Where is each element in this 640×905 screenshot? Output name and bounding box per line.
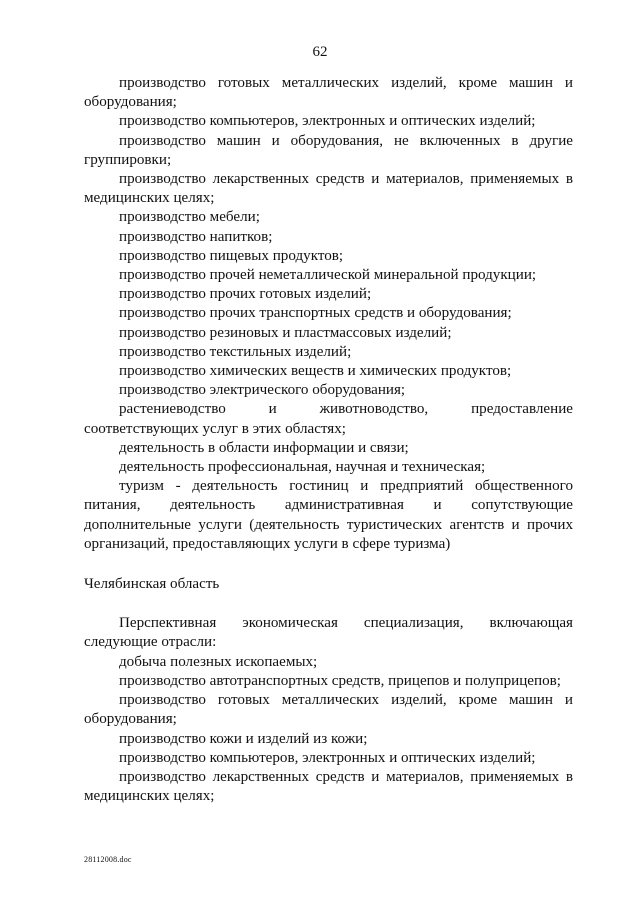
list-item: туризм - деятельность гостиниц и предприятий общественного питания, деятельность административная и сопутствующие дополнительные услуги (деятельность туристических агентств и прочих организаций, предоставляющих услуги в сфере туризма) <box>84 478 573 552</box>
region-heading: Челябинская область <box>84 576 220 593</box>
list-item: производство машин и оборудования, не включенных в другие группировки; <box>84 132 573 168</box>
list-item: производство резиновых и пластмассовых изделий; <box>119 324 452 341</box>
list-item: производство автотранспортных средств, прицепов и полуприцепов; <box>119 672 561 689</box>
list-item: производство компьютеров, электронных и оптических изделий; <box>119 749 536 766</box>
list-item: производство прочей неметаллической минеральной продукции; <box>119 267 537 284</box>
list-item: производство компьютеров, электронных и оптических изделий; <box>119 113 536 130</box>
list-item: производство напитков; <box>119 228 273 245</box>
list-item: производство прочих готовых изделий; <box>119 286 372 303</box>
list-item: добыча полезных ископаемых; <box>119 653 318 670</box>
list-item: производство лекарственных средств и материалов, применяемых в медицинских целях; <box>84 171 573 207</box>
list-item: производство прочих транспортных средств и оборудования; <box>119 305 512 322</box>
page-number: 62 <box>312 44 328 60</box>
intro-paragraph: Перспективная экономическая специализация, включающая следующие отрасли: <box>84 615 573 651</box>
list-item: производство мебели; <box>119 209 260 226</box>
list-item: деятельность профессиональная, научная и техническая; <box>119 459 486 476</box>
list-item: производство электрического оборудования; <box>119 382 406 399</box>
list-item: производство текстильных изделий; <box>119 343 352 360</box>
list-item: производство готовых металлических изделий, кроме машин и оборудования; <box>84 692 573 728</box>
document-body <box>84 74 573 806</box>
list-item: производство лекарственных средств и материалов, применяемых в медицинских целях; <box>84 768 573 805</box>
list-item: производство готовых металлических изделий, кроме машин и оборудования; <box>84 75 573 111</box>
file-name-label: 28112008.doc <box>84 855 132 864</box>
list-item: растениеводство и животноводство, предоставление соответствующих услуг в этих областях; <box>84 401 573 437</box>
list-item: производство кожи и изделий из кожи; <box>119 730 368 747</box>
list-item: деятельность в области информации и связи; <box>119 439 409 456</box>
list-item: производство пищевых продуктов; <box>119 247 344 264</box>
list-item: производство химических веществ и химических продуктов; <box>119 363 512 380</box>
